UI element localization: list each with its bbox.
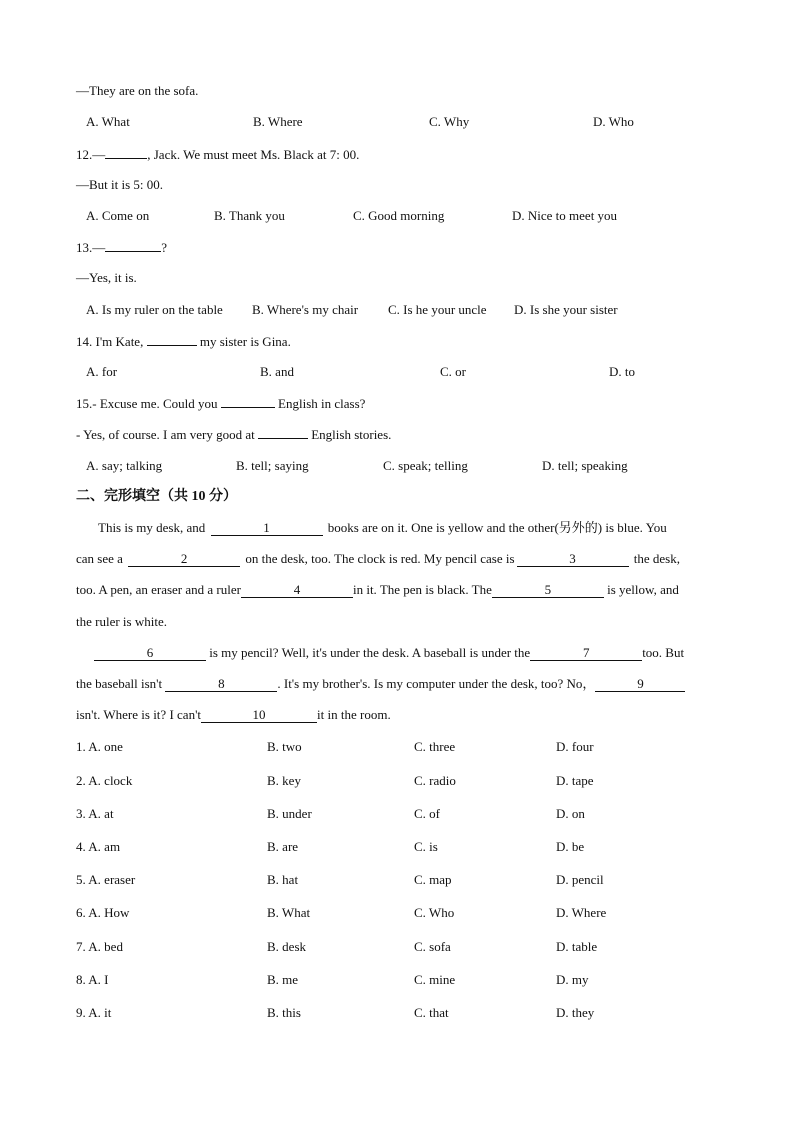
cloze-2-option-a: 2. A. clock <box>76 773 133 788</box>
passage-text: the baseball isn't <box>76 676 163 691</box>
cloze-5-option-b: B. hat <box>267 872 299 887</box>
cloze-2-option-d: D. tape <box>556 773 594 788</box>
cloze-blank-4: 4 <box>241 583 353 598</box>
cloze-4-option-a: 4. A. am <box>76 839 121 854</box>
q14-option-a: A. for <box>86 364 118 379</box>
cloze-6-option-d: D. Where <box>556 905 607 920</box>
cloze-8-option-a: 8. A. I <box>76 972 109 987</box>
cloze-4-option-b: B. are <box>267 839 299 854</box>
cloze-1-option-c: C. three <box>414 739 456 754</box>
q15-blank-1 <box>221 395 275 408</box>
cloze-para1-line2 <box>76 551 718 567</box>
cloze-8-option-c: C. mine <box>414 972 456 987</box>
q14-question <box>76 333 291 350</box>
passage-text: too. A pen, an eraser and a ruler <box>76 582 241 597</box>
cloze-5-option-c: C. map <box>414 872 452 887</box>
cloze-2-option-b: B. key <box>267 773 301 788</box>
cloze-3-option-d: D. on <box>556 806 585 821</box>
q14-option-d: D. to <box>609 364 635 379</box>
passage-text: books are on it. One is yellow and the other(另外的) is blue. You <box>327 520 667 535</box>
q13-option-b: B. Where's my chair <box>252 302 359 317</box>
q13-suffix: ? <box>161 240 168 255</box>
q11-answer-line: —They are on the sofa. <box>76 83 199 98</box>
cloze-9-option-a: 9. A. it <box>76 1005 112 1020</box>
q14-option-c: C. or <box>440 364 466 379</box>
q15-reply <box>76 426 391 443</box>
q15-line1-prefix: 15.- Excuse me. Could you <box>76 396 218 411</box>
q11-option-d: D. Who <box>593 114 634 129</box>
section-title: 二、完形填空（共 10 分） <box>76 489 237 504</box>
q12-suffix: , Jack. We must meet Ms. Black at 7: 00. <box>147 147 360 162</box>
q13-prefix: 13.— <box>76 240 106 255</box>
q13-option-c: C. Is he your uncle <box>388 302 487 317</box>
cloze-3-option-c: C. of <box>414 806 440 821</box>
cloze-para1-line3 <box>76 582 718 598</box>
cloze-blank-3: 3 <box>517 552 629 567</box>
passage-text: in it. The pen is black. The <box>352 582 492 597</box>
q15-option-c: C. speak; telling <box>383 458 468 473</box>
q12-reply: —But it is 5: 00. <box>76 177 164 192</box>
cloze-6-option-a: 6. A. How <box>76 905 130 920</box>
q13-blank <box>105 239 161 252</box>
cloze-7-option-c: C. sofa <box>414 939 451 954</box>
cloze-3-option-b: B. under <box>267 806 312 821</box>
q14-option-b: B. and <box>260 364 294 379</box>
cloze-para1-line4: the ruler is white. <box>76 614 167 629</box>
cloze-1-option-b: B. two <box>267 739 302 754</box>
q12-question <box>76 146 359 163</box>
q11-option-c: C. Why <box>429 114 470 129</box>
q14-suffix: my sister is Gina. <box>199 334 291 349</box>
passage-text: isn't. Where is it? I can't <box>76 707 202 722</box>
q12-option-b: B. Thank you <box>214 208 285 223</box>
q12-option-a: A. Come on <box>86 208 150 223</box>
cloze-blank-7: 7 <box>530 646 642 661</box>
q11-option-a: A. What <box>86 114 130 129</box>
passage-text: This is my desk, and <box>98 520 206 535</box>
q15-line2-suffix: English stories. <box>311 427 392 442</box>
cloze-9-option-d: D. they <box>556 1005 595 1020</box>
q12-option-d: D. Nice to meet you <box>512 208 618 223</box>
passage-text: on the desk, too. The clock is red. My pencil case is <box>245 551 515 566</box>
passage-text: it in the room. <box>317 707 391 722</box>
cloze-8-option-b: B. me <box>267 972 299 987</box>
cloze-5-option-a: 5. A. eraser <box>76 872 136 887</box>
cloze-4-option-d: D. be <box>556 839 585 854</box>
cloze-blank-8: 8 <box>165 677 277 692</box>
cloze-9-option-b: B. this <box>267 1005 301 1020</box>
q15-blank-2 <box>258 426 308 439</box>
cloze-1-option-d: D. four <box>556 739 594 754</box>
cloze-8-option-d: D. my <box>556 972 589 987</box>
q15-option-a: A. say; talking <box>86 458 163 473</box>
passage-text: . It's my brother's. Is my computer under the desk, too? No， <box>277 676 596 691</box>
passage-text: is my pencil? Well, it's under the desk. A baseball is under the <box>209 645 531 660</box>
q14-blank <box>147 333 197 346</box>
cloze-5-option-d: D. pencil <box>556 872 604 887</box>
q12-blank <box>105 146 147 159</box>
q15-option-b: B. tell; saying <box>236 458 309 473</box>
cloze-6-option-c: C. Who <box>414 905 455 920</box>
cloze-para1-line1 <box>76 520 718 536</box>
cloze-7-option-a: 7. A. bed <box>76 939 123 954</box>
cloze-1-option-a: 1. A. one <box>76 739 123 754</box>
q15-question <box>76 395 365 412</box>
q13-reply: —Yes, it is. <box>76 270 137 285</box>
cloze-6-option-b: B. What <box>267 905 311 920</box>
q13-option-d: D. Is she your sister <box>514 302 618 317</box>
q15-line2-prefix: - Yes, of course. I am very good at <box>76 427 255 442</box>
passage-text: can see a <box>76 551 123 566</box>
cloze-blank-9: 9 <box>595 677 685 692</box>
cloze-blank-5: 5 <box>492 583 604 598</box>
cloze-2-option-c: C. radio <box>414 773 456 788</box>
q13-question <box>76 239 167 256</box>
passage-text: the desk, <box>633 551 680 566</box>
q12-option-c: C. Good morning <box>353 208 445 223</box>
passage-text: is yellow, and <box>607 582 679 597</box>
cloze-3-option-a: 3. A. at <box>76 806 114 821</box>
q14-prefix: 14. I'm Kate, <box>76 334 144 349</box>
q12-prefix: 12.— <box>76 147 106 162</box>
passage-text: too. But <box>642 645 685 660</box>
cloze-7-option-d: D. table <box>556 939 598 954</box>
cloze-blank-2: 2 <box>128 552 240 567</box>
cloze-blank-10: 10 <box>201 708 317 723</box>
q15-option-d: D. tell; speaking <box>542 458 628 473</box>
cloze-para2-line1 <box>76 645 718 661</box>
q11-option-b: B. Where <box>253 114 303 129</box>
q13-option-a: A. Is my ruler on the table <box>86 302 223 317</box>
q15-line1-suffix: English in class? <box>278 396 366 411</box>
cloze-para2-line2 <box>76 676 718 692</box>
cloze-7-option-b: B. desk <box>267 939 306 954</box>
cloze-4-option-c: C. is <box>414 839 438 854</box>
cloze-blank-1: 1 <box>211 521 323 536</box>
cloze-9-option-c: C. that <box>414 1005 449 1020</box>
cloze-blank-6: 6 <box>94 646 206 661</box>
cloze-para2-line3 <box>76 707 718 723</box>
